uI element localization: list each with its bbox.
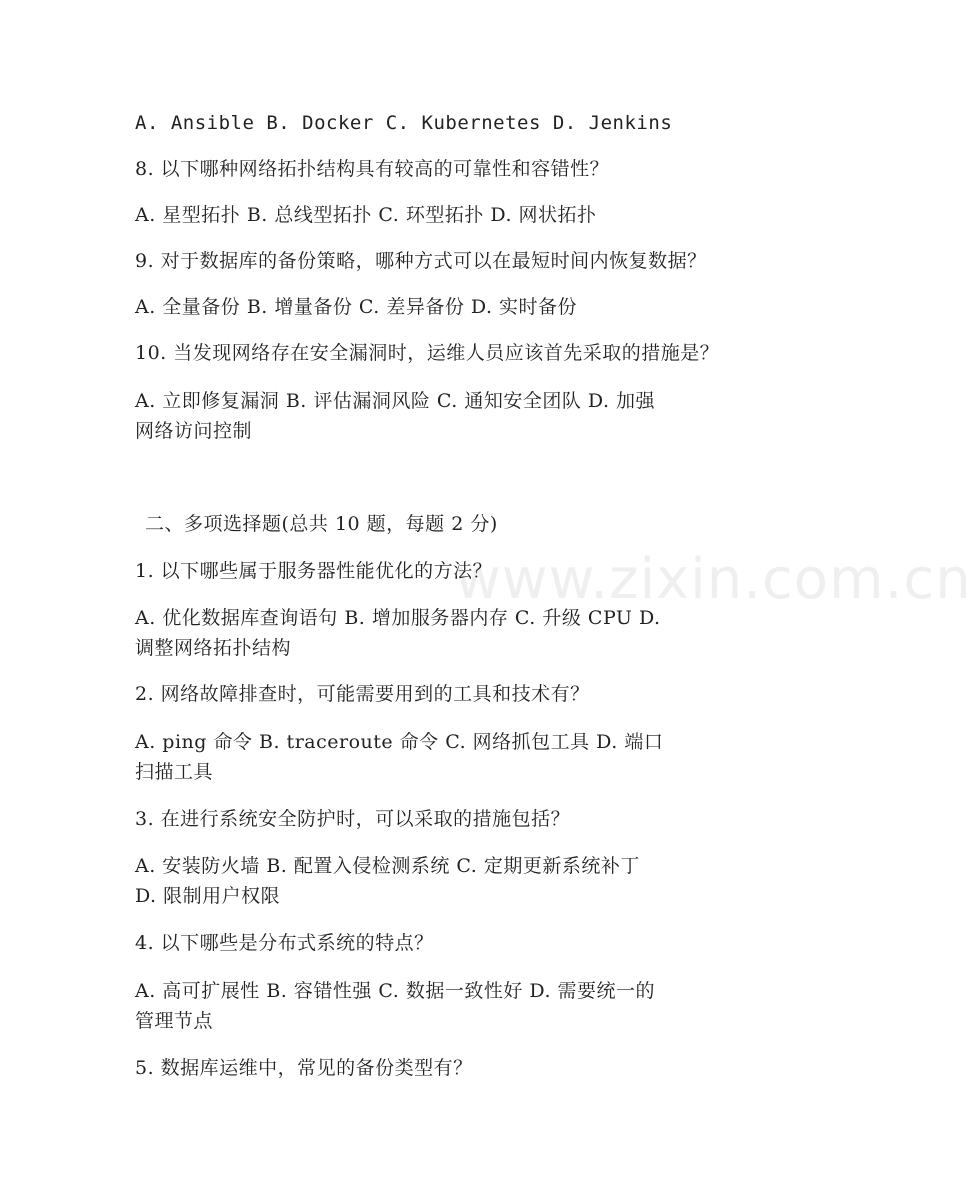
q8-options: A. 星型拓扑 B. 总线型拓扑 C. 环型拓扑 D. 网状拓扑: [135, 204, 597, 226]
m4-options-line2: 管理节点: [135, 1010, 214, 1032]
m3-question: 3. 在进行系统安全防护时，可以采取的措施包括？: [135, 808, 571, 830]
m1-question: 1. 以下哪些属于服务器性能优化的方法？: [135, 560, 493, 582]
q8-question: 8. 以下哪种网络拓扑结构具有较高的可靠性和容错性？: [135, 158, 610, 180]
watermark: www.zixin.com.cn: [455, 547, 972, 612]
m3-options-line2: D. 限制用户权限: [135, 885, 281, 907]
m5-question: 5. 数据库运维中，常见的备份类型有？: [135, 1057, 473, 1079]
m2-options-line2: 扫描工具: [135, 761, 214, 783]
q9-question: 9. 对于数据库的备份策略，哪种方式可以在最短时间内恢复数据？: [135, 250, 707, 272]
section-2-title: 二、多项选择题(总共 10 题，每题 2 分): [145, 513, 498, 535]
m4-question: 4. 以下哪些是分布式系统的特点？: [135, 932, 434, 954]
q7-options: A. Ansible B. Docker C. Kubernetes D. Jenkins: [135, 112, 673, 134]
m3-options-line1: A. 安装防火墙 B. 配置入侵检测系统 C. 定期更新系统补丁: [135, 855, 640, 877]
m1-options-line1: A. 优化数据库查询语句 B. 增加服务器内存 C. 升级 CPU D.: [135, 607, 661, 629]
q10-options-line1: A. 立即修复漏洞 B. 评估漏洞风险 C. 通知安全团队 D. 加强: [135, 390, 656, 412]
m2-question: 2. 网络故障排查时，可能需要用到的工具和技术有？: [135, 683, 590, 705]
m4-options-line1: A. 高可扩展性 B. 容错性强 C. 数据一致性好 D. 需要统一的: [135, 980, 656, 1002]
q9-options: A. 全量备份 B. 增量备份 C. 差异备份 D. 实时备份: [135, 296, 578, 318]
m2-options-line1: A. ping 命令 B. traceroute 命令 C. 网络抓包工具 D. 端口: [135, 731, 664, 753]
q10-options-line2: 网络访问控制: [135, 420, 253, 442]
q10-question: 10. 当发现网络存在安全漏洞时，运维人员应该首先采取的措施是？: [135, 342, 720, 364]
m1-options-line2: 调整网络拓扑结构: [135, 637, 292, 659]
